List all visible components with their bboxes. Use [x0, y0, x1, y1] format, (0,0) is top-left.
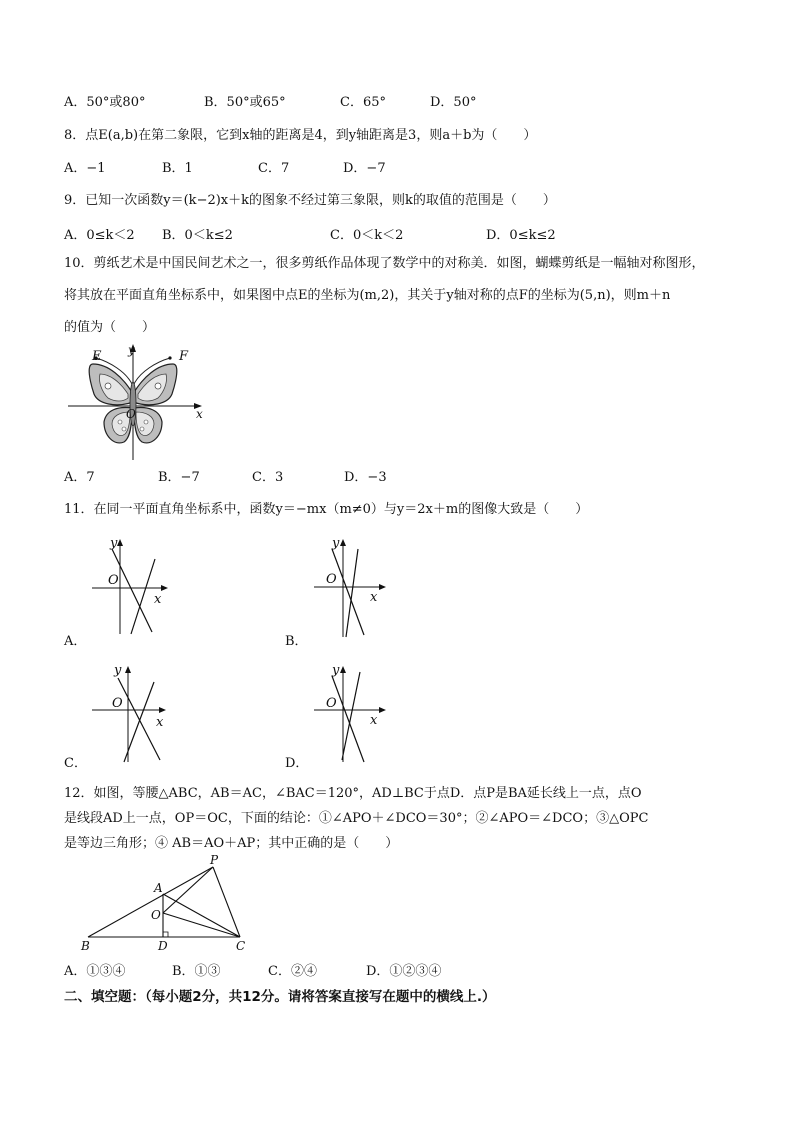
- q12-line1: 12．如图，等腰△ABC，AB＝AC，∠BAC＝120°，AD⊥BC于点D．点P是BA延长线上一点，点O: [64, 786, 642, 801]
- q11-graph-a: [90, 535, 170, 635]
- point-e-label: E: [92, 349, 102, 364]
- point-c-label: C: [236, 939, 246, 953]
- q10-line2: 将其放在平面直角坐标系中，如果图中点E的坐标为(m,2)，其关于y轴对称的点F的坐标为(5,n)，则m＋n: [64, 288, 671, 303]
- x-axis-label: x: [196, 407, 203, 421]
- q12-option-c: C．②④: [268, 964, 317, 979]
- q8-option-c: C．7: [258, 161, 290, 176]
- q9-option-a: A．0≤k＜2: [64, 228, 135, 243]
- q8-option-b: B．1: [162, 161, 193, 176]
- q11b-y-label: y: [332, 536, 340, 551]
- point-d-label: D: [158, 939, 168, 953]
- q11a-y-label: y: [110, 536, 118, 551]
- q10-option-d: D．−3: [344, 470, 387, 485]
- q12-option-b: B．①③: [172, 964, 221, 979]
- q10-option-b: B．−7: [158, 470, 200, 485]
- q11-option-c: C．: [64, 756, 87, 771]
- q11d-x-label: x: [370, 713, 378, 728]
- point-o-label: O: [151, 908, 161, 922]
- q9-option-b: B．0＜k≤2: [162, 228, 233, 243]
- q9-stem: 9．已知一次函数y＝(k−2)x＋k的图象不经过第三象限，则k的取值的范围是（ ）: [64, 193, 556, 208]
- q8-stem: 8．点E(a,b)在第二象限，它到x轴的距离是4，到y轴距离是3，则a＋b为（ ）: [64, 128, 537, 143]
- q11d-y-label: y: [332, 663, 340, 678]
- q11a-x-label: x: [154, 592, 162, 607]
- q10-option-a: A．7: [64, 470, 95, 485]
- q10-line1: 10．剪纸艺术是中国民间艺术之一，很多剪纸作品体现了数学中的对称美．如图，蝴蝶剪纸是一幅轴对称图形，: [64, 256, 705, 271]
- q11b-x-label: x: [370, 590, 378, 605]
- q11c-y-label: y: [114, 663, 122, 678]
- q11a-origin-label: O: [108, 573, 119, 588]
- point-b-label: B: [81, 939, 90, 953]
- q12-line3: 是等边三角形；④ AB＝AO＋AP；其中正确的是（ ）: [64, 836, 399, 851]
- q11b-origin-label: O: [326, 572, 337, 587]
- q12-option-d: D．①②③④: [366, 964, 442, 979]
- q11-graph-d: [312, 660, 392, 765]
- q7-option-c: C．65°: [340, 95, 386, 110]
- q9-option-c: C．0＜k＜2: [330, 228, 404, 243]
- point-p-label: P: [210, 853, 219, 867]
- q11-option-d: D．: [285, 756, 309, 771]
- q11-graph-b: [312, 535, 392, 640]
- q10-line3: 的值为（ ）: [64, 320, 156, 335]
- q9-option-d: D．0≤k≤2: [486, 228, 556, 243]
- q11-option-a: A．: [64, 634, 87, 649]
- q7-option-d: D．50°: [430, 95, 477, 110]
- q11c-origin-label: O: [112, 696, 123, 711]
- q11d-origin-label: O: [326, 696, 337, 711]
- q7-option-a: A．50°或80°: [64, 95, 146, 110]
- point-f-label: F: [179, 349, 189, 364]
- q11c-x-label: x: [156, 715, 164, 730]
- butterfly-figure: [68, 342, 213, 460]
- y-axis-label: y: [128, 343, 135, 357]
- q11-option-b: B．: [285, 634, 308, 649]
- q11-graph-c: [90, 660, 170, 765]
- q8-option-a: A．−1: [64, 161, 106, 176]
- point-a-label: A: [154, 881, 163, 895]
- q10-option-c: C．3: [252, 470, 284, 485]
- q12-option-a: A．①③④: [64, 964, 126, 979]
- q11-stem: 11．在同一平面直角坐标系中，函数y＝−mx（m≠0）与y＝2x＋m的图像大致是（ ）: [64, 502, 589, 517]
- q12-triangle-figure: [78, 855, 258, 955]
- q12-line2: 是线段AD上一点，OP＝OC，下面的结论：①∠APO＋∠DCO＝30°；②∠APO＝∠DCO；③△OPC: [64, 811, 649, 826]
- origin-label: O: [126, 407, 136, 421]
- section-2-title: 二、填空题：（每小题2分，共12分。请将答案直接写在题中的横线上.）: [64, 989, 496, 1005]
- q8-option-d: D．−7: [343, 161, 386, 176]
- q7-option-b: B．50°或65°: [204, 95, 286, 110]
